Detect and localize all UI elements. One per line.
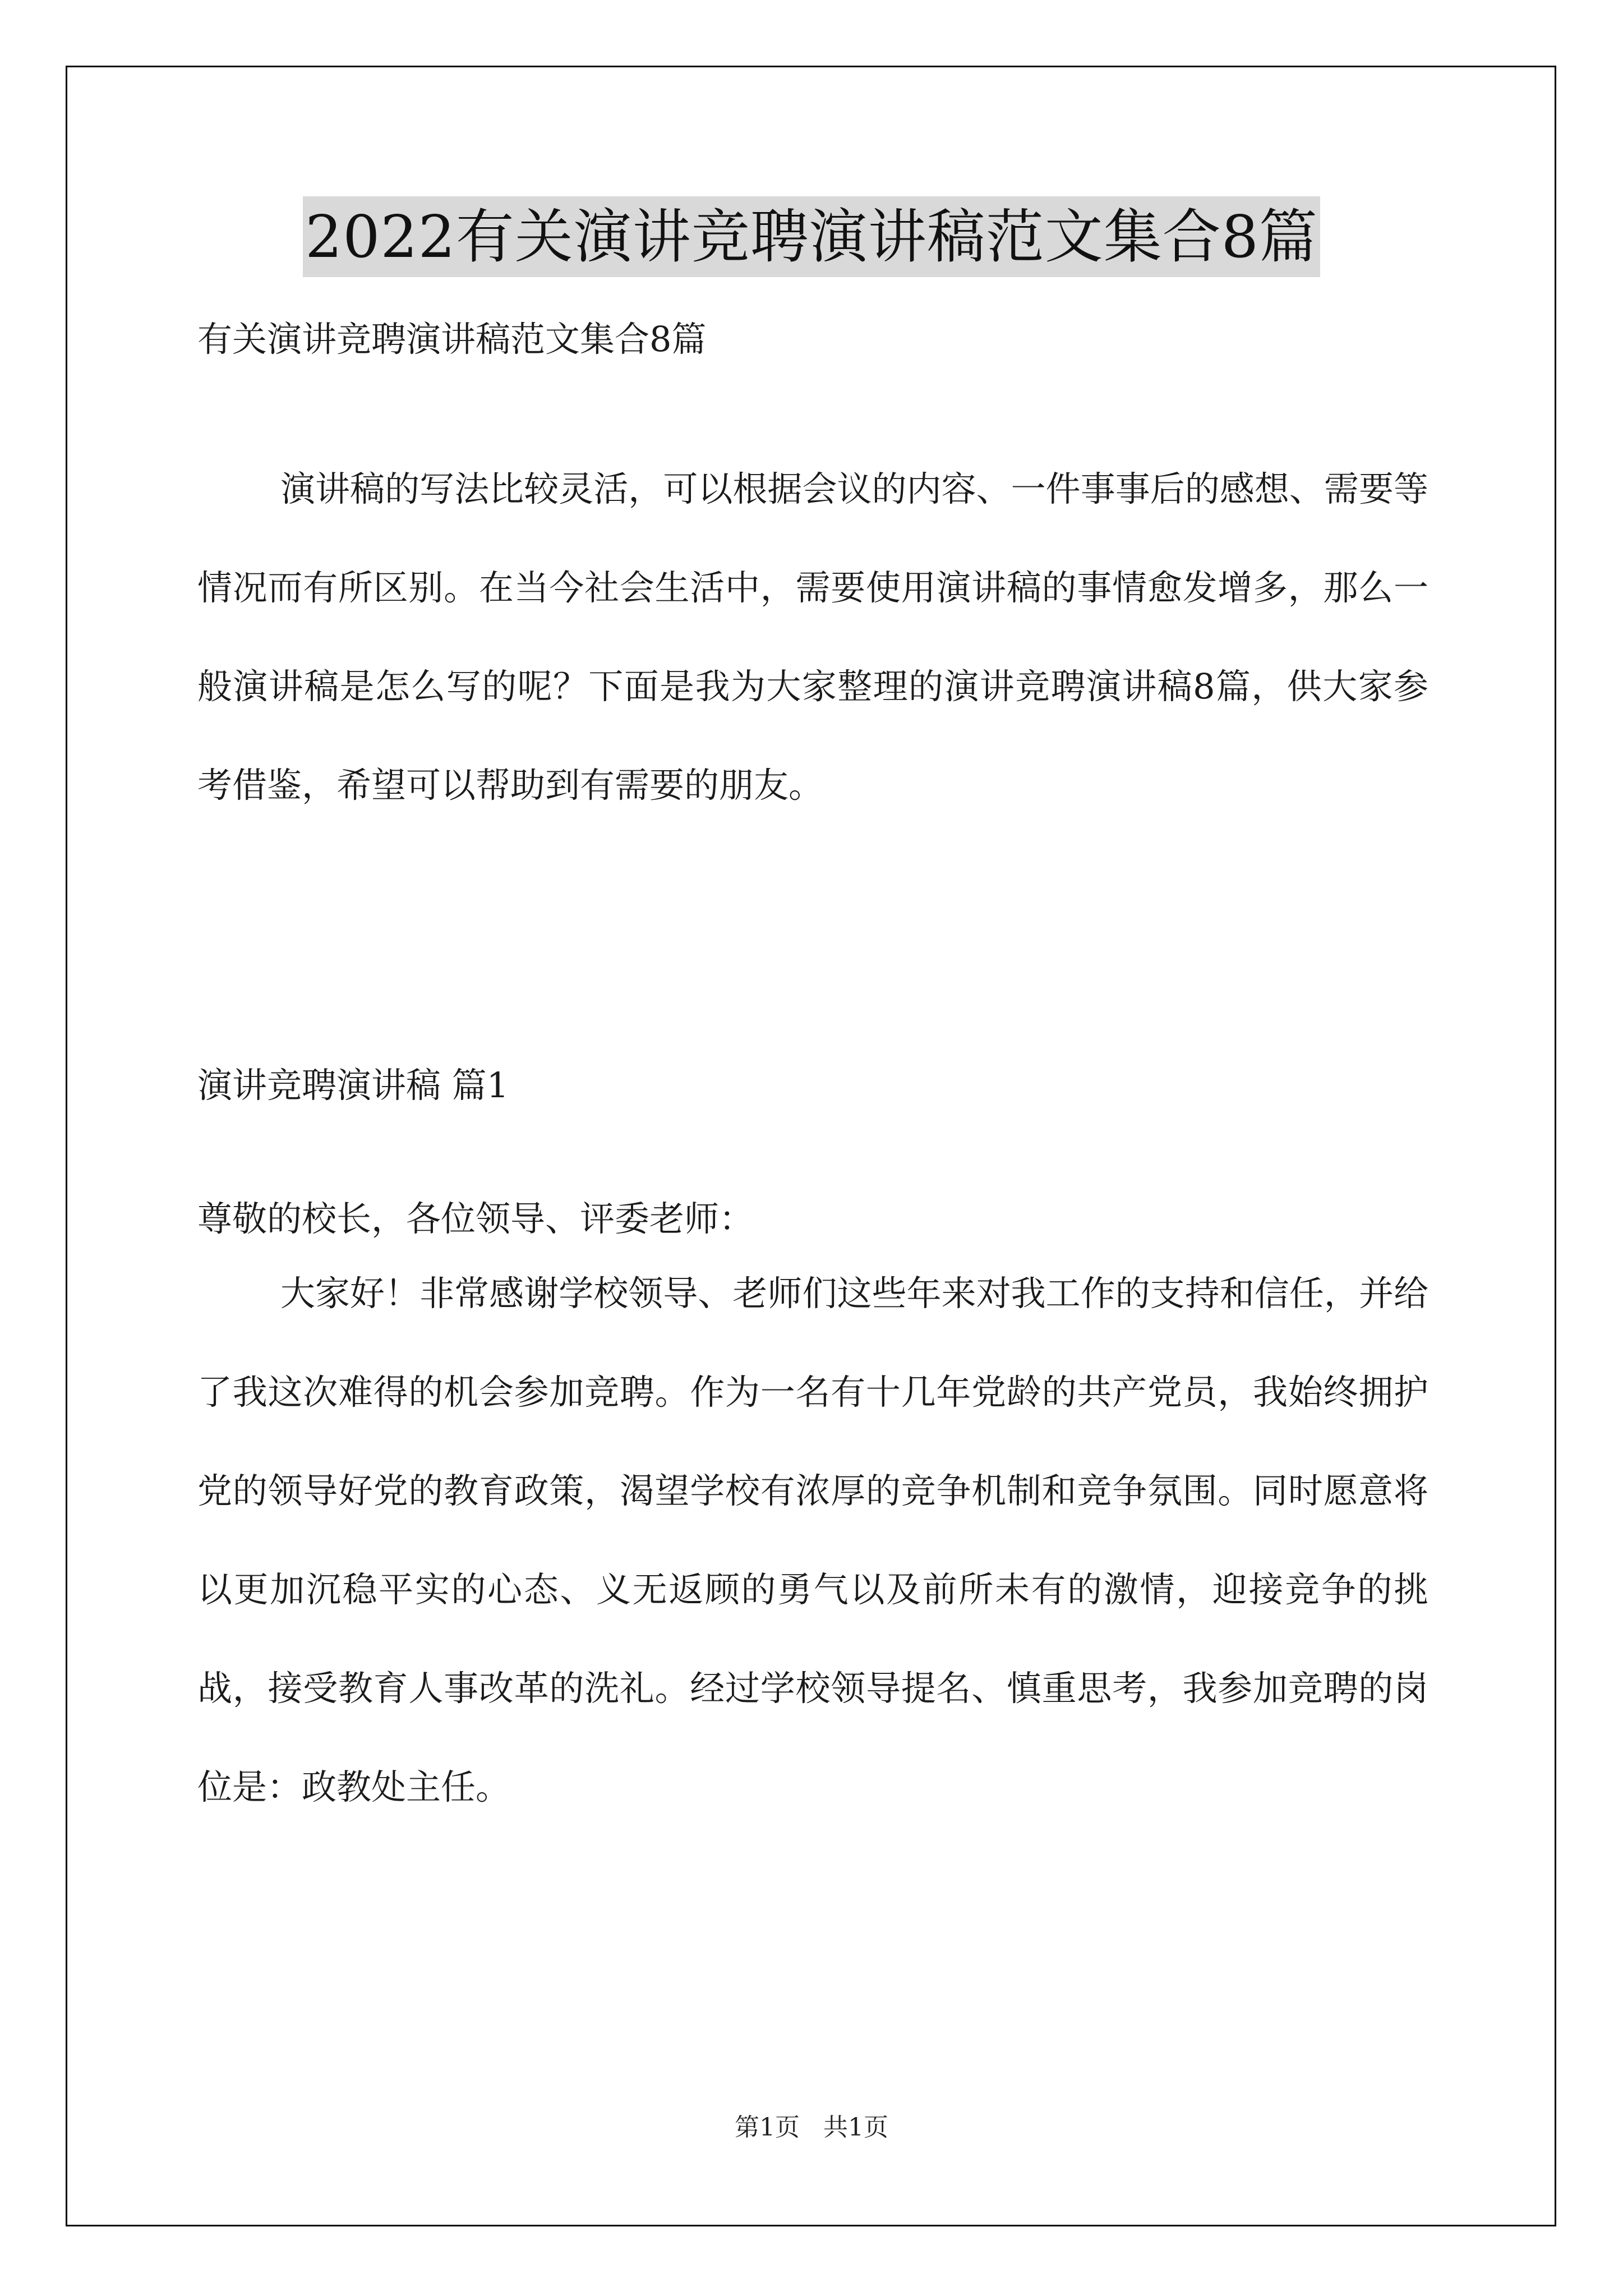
- salutation: 尊敬的校长，各位领导、评委老师：: [197, 1198, 754, 1239]
- section-heading: 演讲竞聘演讲稿 篇1: [197, 1065, 509, 1106]
- document-title: 2022有关演讲竞聘演讲稿范文集合8篇: [303, 196, 1320, 277]
- document-subtitle: 有关演讲竞聘演讲稿范文集合8篇: [197, 319, 707, 360]
- title-container: [0, 196, 1623, 277]
- intro-paragraph: 演讲稿的写法比较灵活，可以根据会议的内容、一件事事后的感想、需要等情况而有所区别。在当今社会生活中，需要使用演讲稿的事情愈发增多，那么一般演讲稿是怎么写的呢？下面是我为大家整理的演讲竞聘演讲稿8篇，供大家参考借鉴，希望可以帮助到有需要的朋友。: [197, 468, 1428, 806]
- body-paragraph: 大家好！非常感谢学校领导、老师们这些年来对我工作的支持和信任，并给了我这次难得的机会参加竞聘。作为一名有十几年党龄的共产党员，我始终拥护党的领导好党的教育政策，渴望学校有浓厚的竞争机制和竞争氛围。同时愿意将以更加沉稳平实的心态、义无返顾的勇气以及前所未有的激情，迎接竞争的挑战，接受教育人事改革的洗礼。经过学校领导提名、慎重思考，我参加竞聘的岗位是：政教处主任。: [197, 1273, 1428, 1807]
- page-footer: 第1页 共1页: [735, 2113, 888, 2142]
- page-border: [66, 66, 1556, 2226]
